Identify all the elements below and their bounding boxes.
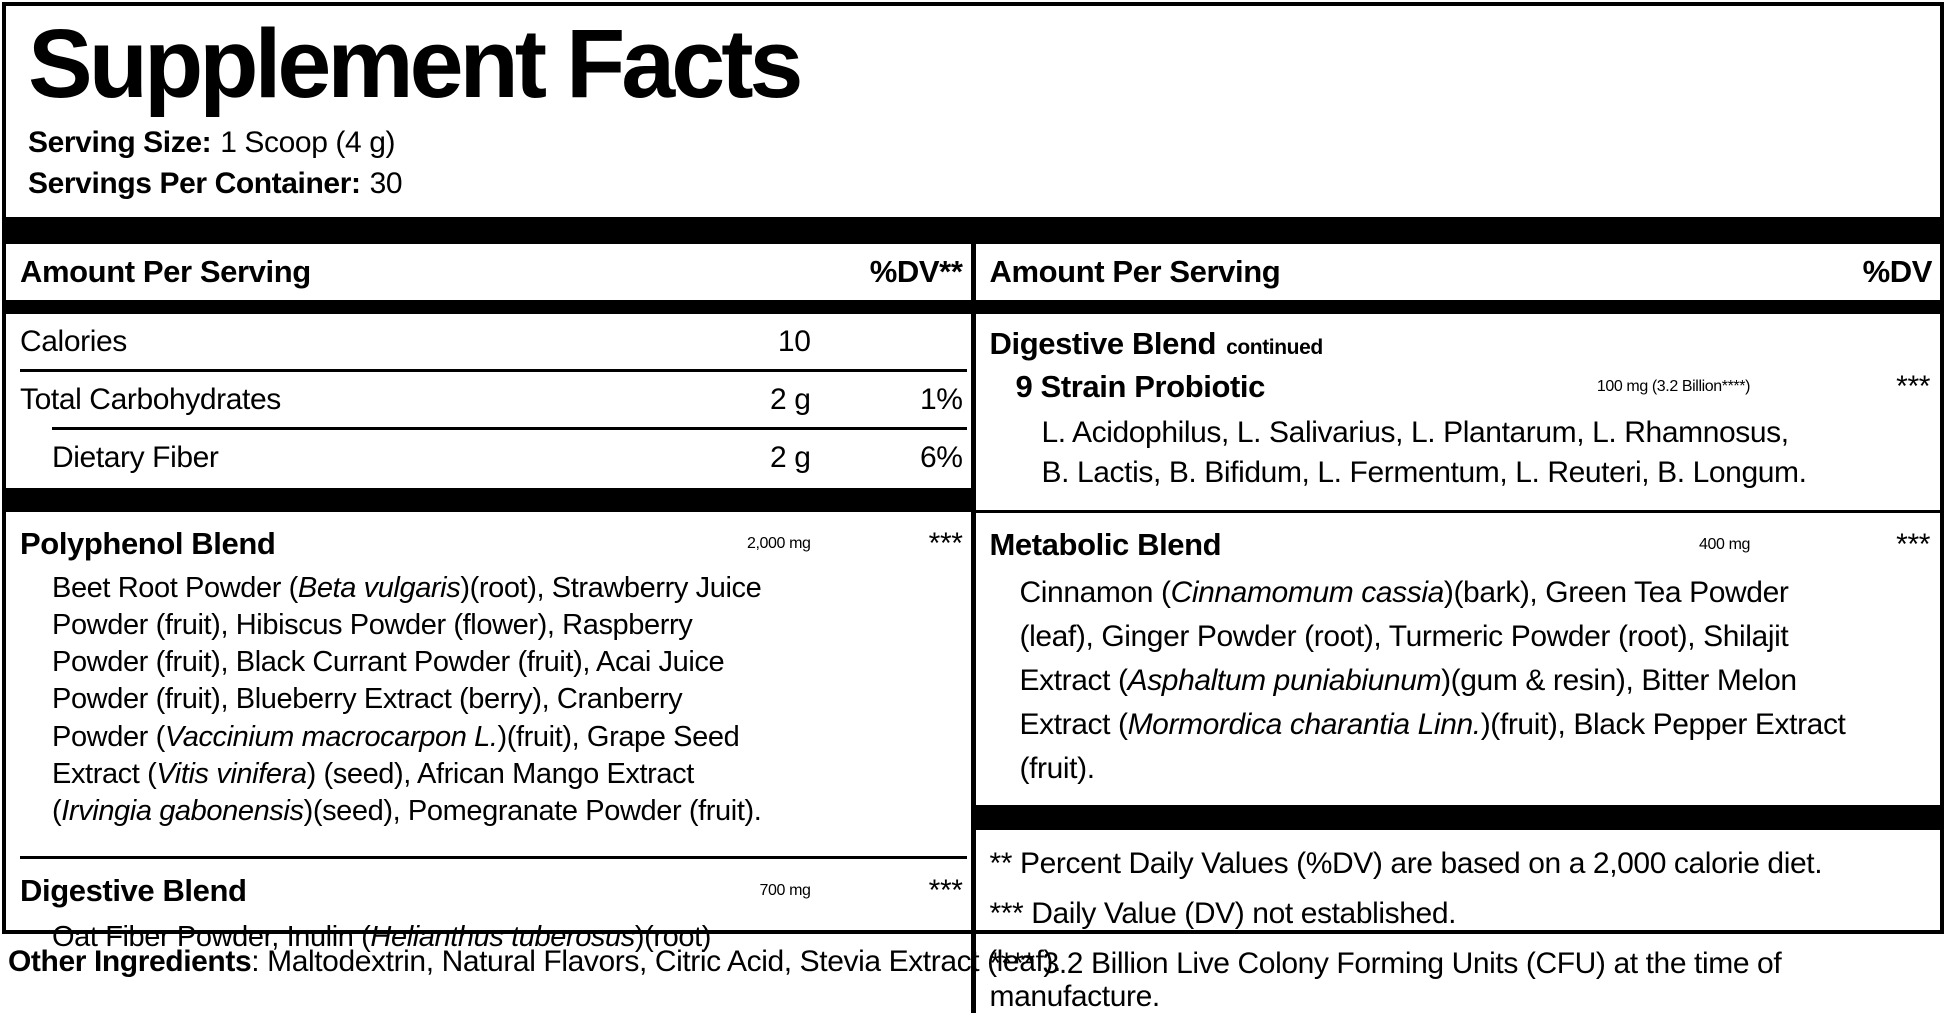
nutrient-dv: 6% [919, 441, 963, 475]
left-header-rule [6, 300, 971, 314]
right-column [976, 244, 1941, 1013]
blend-amount: 100 mg (3.2 Billion****) [1596, 377, 1750, 395]
left-header-dv: %DV** [869, 254, 963, 290]
digestive-ingredients: Oat Fiber Powder, Inulin (Helianthus tuberosus)(root) [52, 920, 712, 953]
blend-amount: 400 mg [1699, 536, 1750, 554]
servings-per-container-label: Servings Per Container: [28, 167, 361, 201]
nutrient-amount: 10 [777, 325, 811, 359]
polyphenol-blend-row [6, 512, 971, 562]
nutrient-name: Dietary Fiber [52, 441, 219, 475]
other-ingredients-text: : Maltodextrin, Natural Flavors, Citric Acid, Stevia Extract (leaf). [251, 945, 1061, 978]
footnote-dv-not-established: *** Daily Value (DV) not established. [989, 897, 1457, 931]
nutrient-name: Total Carbohydrates [20, 383, 281, 417]
table-row-total-carbohydrates [6, 372, 971, 427]
supplement-facts-label [0, 2, 1946, 1013]
digestive-blend-continued-row [976, 314, 1941, 361]
page-title: Supplement Facts [28, 9, 800, 118]
left-header-amount: Amount Per Serving [20, 254, 311, 290]
footnote-dv-basis: ** Percent Daily Values (%DV) are based on a 2,000 calorie diet. [989, 847, 1823, 881]
blend-amount: 700 mg [759, 881, 811, 899]
blend-dv: *** [1896, 528, 1930, 562]
left-column [6, 244, 971, 1013]
metabolic-blend-row [976, 513, 1941, 563]
metabolic-ingredients: Cinnamon (Cinnamomum cassia)(bark), Green Tea Powder (leaf), Ginger Powder (root), Turmeric Powder (root), Shilajit Extract (Asphaltum puniabiunum)(gum & resin), Bitter Melon Extract (Mormordica charantia Linn.)(fruit), Black Pepper Extract (fruit). [1019, 576, 1846, 785]
probiotic-row [976, 361, 1941, 405]
right-header-row [976, 244, 1941, 300]
nutrient-amount: 2 g [769, 441, 811, 475]
right-header-dv: %DV [1862, 254, 1932, 290]
serving-size-value: 1 Scoop (4 g) [220, 126, 396, 160]
probiotic-strains: L. Acidophilus, L. Salivarius, L. Plantarum, L. Rhamnosus, B. Lactis, B. Bifidum, L. Fermentum, L. Reuteri, B. Longum. [1041, 415, 1807, 489]
right-section-rule [976, 805, 1941, 830]
digestive-blend-row [6, 859, 971, 909]
left-section-rule [6, 488, 971, 512]
blend-name: Digestive Blend [989, 326, 1217, 362]
blend-name: Digestive Blend [20, 872, 247, 908]
table-row-dietary-fiber [6, 430, 971, 485]
nutrient-name: Calories [20, 325, 127, 359]
continued-label: continued [1226, 336, 1323, 360]
right-header-amount: Amount Per Serving [989, 254, 1281, 290]
other-ingredients-label: Other Ingredients [8, 945, 252, 978]
blend-dv: *** [1896, 369, 1930, 403]
left-header-row [6, 244, 971, 300]
serving-size-line [28, 126, 1940, 159]
blend-name: Metabolic Blend [989, 527, 1222, 563]
table-row-calories [6, 314, 971, 369]
blend-dv: *** [928, 527, 963, 561]
serving-size-label: Serving Size: [28, 126, 212, 160]
blend-dv: *** [928, 873, 963, 907]
blend-name: 9 Strain Probiotic [1015, 368, 1265, 404]
nutrient-amount: 2 g [769, 383, 811, 417]
servings-per-container-line [28, 167, 1940, 200]
servings-per-container-value: 30 [369, 167, 403, 201]
blend-amount: 2,000 mg [746, 535, 811, 553]
right-header-rule [976, 300, 1941, 314]
polyphenol-ingredients: Beet Root Powder (Beta vulgaris)(root), Strawberry Juice Powder (fruit), Hibiscus Powder (flower), Raspberry Powder (fruit), Black Currant Powder (fruit), Acai Juice Powder (fruit), Blueberry Extract (berry), Cranberry Powder (Vaccinium macrocarpon L.)(fruit), Grape Seed Extract (Vitis vinifera) (seed), African Mango Extract (Irvingia gabonensis)(seed), Pomegranate Powder (fruit). [52, 572, 762, 827]
top-thick-rule [6, 217, 1940, 244]
blend-name: Polyphenol Blend [20, 526, 276, 562]
footnote-cfu: **** 3.2 Billion Live Colony Forming Units (CFU) at the time of manufacture. [989, 947, 1782, 1013]
nutrient-dv: 1% [919, 383, 963, 417]
